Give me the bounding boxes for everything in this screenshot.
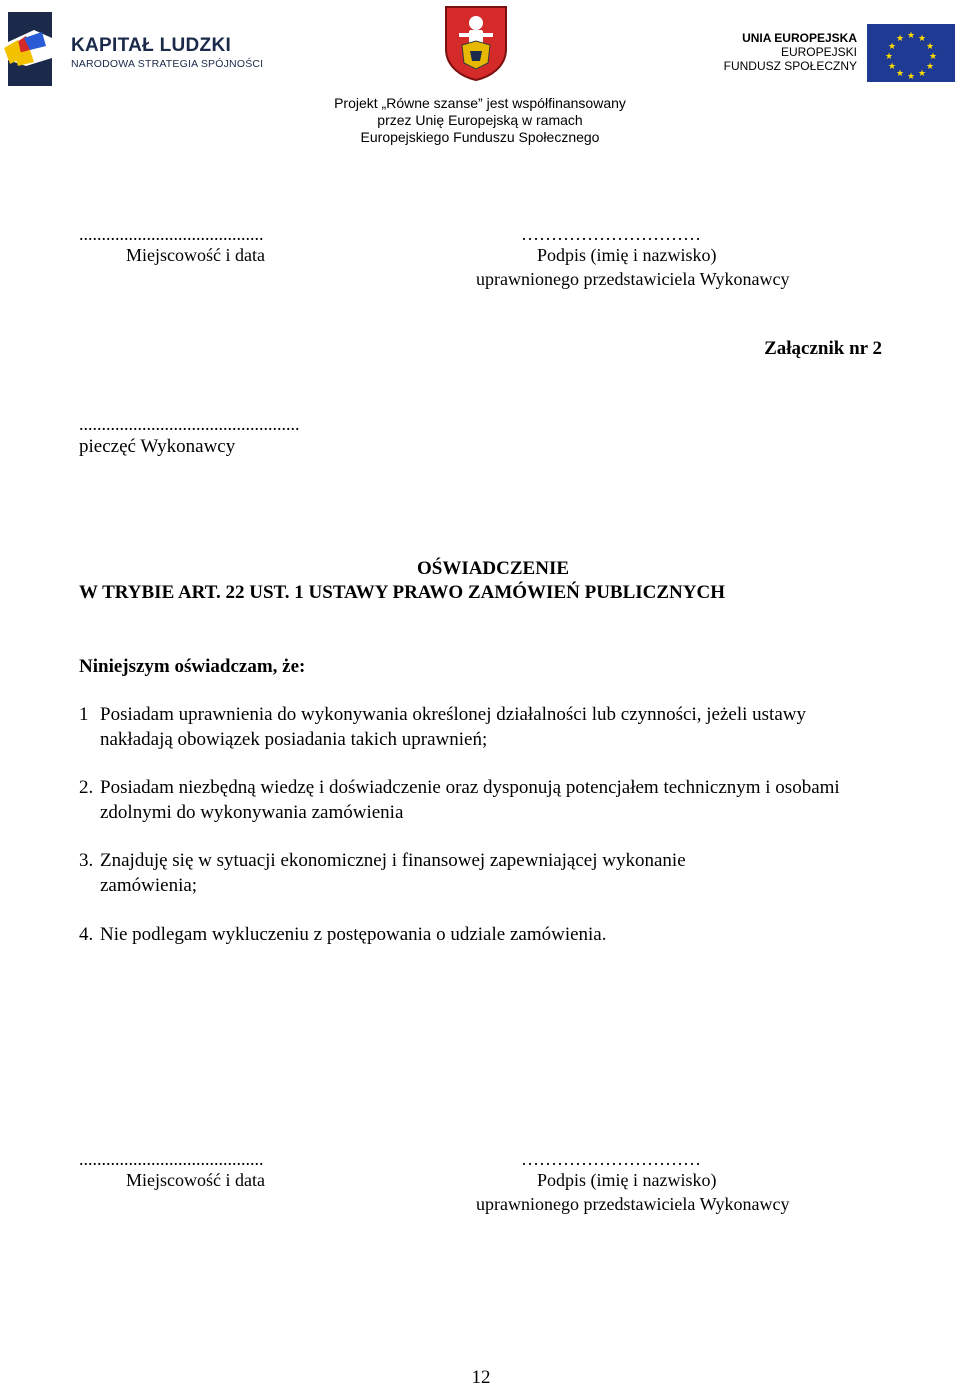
eu-line-3: FUNDUSZ SPOŁECZNY (723, 59, 857, 73)
list-item-text: Nie podlegam wykluczeniu z postępowania o udziale zamówienia. (100, 924, 607, 945)
eu-flag-icon (867, 24, 955, 82)
stamp-dots: ................................................. (79, 414, 300, 434)
attachment-label: Załącznik nr 2 (764, 338, 882, 359)
svg-text:★: ★ (887, 62, 897, 72)
coat-of-arms (444, 5, 508, 81)
list-item-1 (79, 703, 869, 752)
project-line-1: Projekt „Równe szanse” jest współfinansowany (334, 95, 626, 111)
kapital-ludzki-subtitle: NARODOWA STRATEGIA SPÓJNOŚCI (71, 58, 264, 70)
top-signature-right-label-2: uprawnionego przedstawiciela Wykonawcy (476, 269, 790, 289)
top-signature-left-label: Miejscowość i data (126, 245, 265, 265)
svg-text:★: ★ (906, 31, 916, 41)
svg-text:★: ★ (887, 42, 897, 52)
svg-text:★: ★ (906, 72, 916, 82)
kapital-ludzki-emblem-icon (4, 10, 54, 88)
bottom-signature-left-label: Miejscowość i data (126, 1170, 265, 1190)
list-item-2 (79, 776, 869, 825)
project-line-3: Europejskiego Funduszu Społecznego (360, 129, 600, 145)
eu-line-2: EUROPEJSKI (780, 45, 857, 59)
list-item-number: 1 (79, 704, 89, 725)
intro-text: Niniejszym oświadczam, że: (79, 656, 306, 677)
kapital-ludzki-logo (4, 10, 264, 90)
project-line-2: przez Unię Europejską w ramach (377, 112, 583, 128)
page-number: 12 (471, 1367, 491, 1388)
bottom-signature-right-dots: ………………………… (521, 1149, 701, 1169)
list-item-3 (79, 849, 779, 898)
eu-flag (867, 24, 955, 82)
svg-text:★: ★ (925, 62, 935, 72)
list-item-4 (79, 923, 869, 948)
bottom-signature-left-dots: ......................................... (79, 1149, 264, 1169)
bottom-signature-right-label-2: uprawnionego przedstawiciela Wykonawcy (476, 1194, 790, 1214)
project-info (280, 95, 680, 146)
stamp-label: pieczęć Wykonawcy (79, 436, 236, 457)
eu-line-1: UNIA EUROPEJSKA (742, 31, 857, 45)
svg-text:★: ★ (895, 69, 905, 79)
svg-text:★: ★ (928, 52, 938, 62)
coat-of-arms-shield-icon (444, 5, 508, 81)
svg-text:★: ★ (925, 42, 935, 52)
list-item-text: Posiadam niezbędną wiedzę i doświadczenie oraz dysponują potencjałem technicznym i osobami zdolnymi do wykonywania zamówienia (100, 777, 840, 823)
top-signature-right-label-1: Podpis (imię i nazwisko) (537, 245, 717, 265)
svg-text:★: ★ (895, 34, 905, 44)
document-subtitle: W TRYBIE ART. 22 UST. 1 USTAWY PRAWO ZAMÓWIEŃ PUBLICZNYCH (79, 582, 725, 603)
list-item-number: 4. (79, 924, 94, 945)
list-item-text: Posiadam uprawnienia do wykonywania określonej działalności lub czynności, jeżeli ustawy nakładają obowiązek posiadania takich uprawnień; (100, 704, 806, 750)
list-item-number: 2. (79, 777, 94, 798)
document-title: OŚWIADCZENIE (416, 558, 570, 579)
svg-text:★: ★ (917, 69, 927, 79)
svg-text:★: ★ (884, 52, 894, 62)
svg-text:★: ★ (917, 34, 927, 44)
list-item-text: Znajduję się w sytuacji ekonomicznej i finansowej zapewniającej wykonanie zamówienia; (100, 850, 686, 896)
top-signature-left-dots: ......................................... (79, 224, 264, 244)
bottom-signature-right-label-1: Podpis (imię i nazwisko) (537, 1170, 717, 1190)
eu-text-block (700, 31, 857, 73)
kapital-ludzki-title: KAPITAŁ LUDZKI (71, 35, 232, 56)
top-signature-right-dots: ………………………… (521, 224, 701, 244)
list-item-number: 3. (79, 850, 94, 871)
